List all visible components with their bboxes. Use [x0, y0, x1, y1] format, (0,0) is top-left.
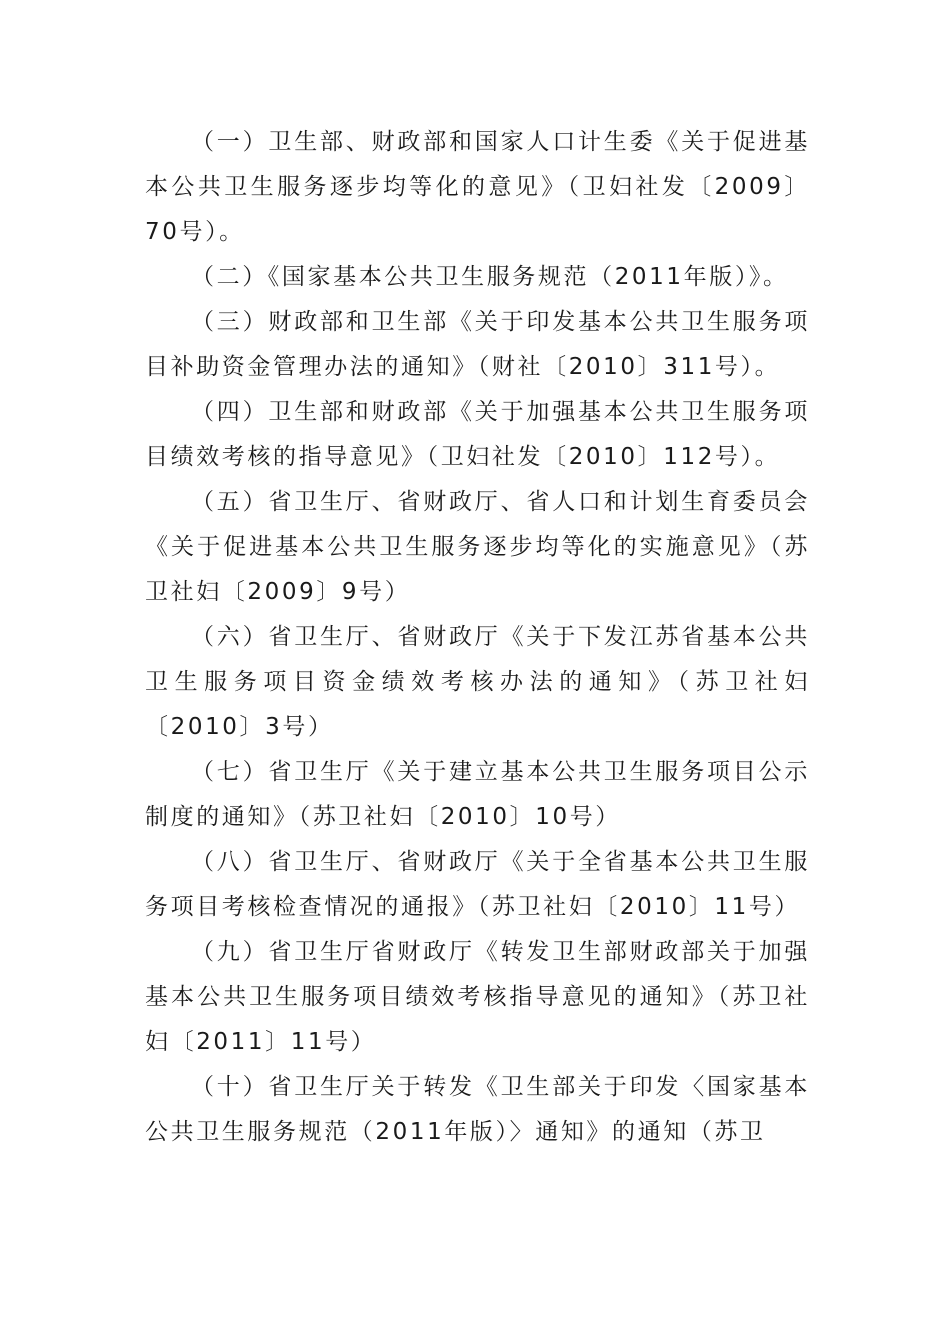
reference-item-3: （三）财政部和卫生部《关于印发基本公共卫生服务项目补助资金管理办法的通知》（财社〔2010〕311号）。	[145, 309, 810, 380]
reference-item-2: （二）《国家基本公共卫生服务规范（2011年版）》。	[191, 264, 789, 290]
reference-item-9: （九）省卫生厅省财政厅《转发卫生部财政部关于加强基本公共卫生服务项目绩效考核指导意见的通知》（苏卫社妇〔2011〕11号）	[145, 939, 810, 1055]
reference-item-5: （五）省卫生厅、省财政厅、省人口和计划生育委员会《关于促进基本公共卫生服务逐步均等化的实施意见》（苏卫社妇〔2009〕9号）	[145, 489, 810, 605]
reference-item-7: （七）省卫生厅《关于建立基本公共卫生服务项目公示制度的通知》（苏卫社妇〔2010〕10号）	[145, 759, 810, 830]
document-body	[145, 120, 810, 1155]
reference-item-4: （四）卫生部和财政部《关于加强基本公共卫生服务项目绩效考核的指导意见》（卫妇社发〔2010〕112号）。	[145, 399, 810, 470]
reference-item-6: （六）省卫生厅、省财政厅《关于下发江苏省基本公共卫生服务项目资金绩效考核办法的通知》（苏卫社妇〔2010〕3号）	[145, 624, 810, 740]
reference-item-10: （十）省卫生厅关于转发《卫生部关于印发〈国家基本公共卫生服务规范（2011年版）〉通知》的通知（苏卫	[145, 1074, 810, 1145]
reference-item-1: （一）卫生部、财政部和国家人口计生委《关于促进基本公共卫生服务逐步均等化的意见》（卫妇社发〔2009〕70号）。	[145, 129, 810, 245]
reference-item-8: （八）省卫生厅、省财政厅《关于全省基本公共卫生服务项目考核检查情况的通报》（苏卫社妇〔2010〕11号）	[145, 849, 810, 920]
